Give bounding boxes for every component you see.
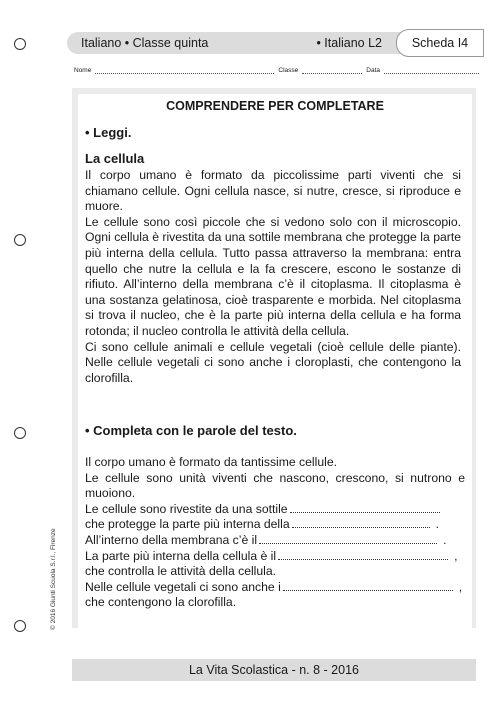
classe-field[interactable] <box>302 67 362 74</box>
reading-subtitle: La cellula <box>85 151 145 166</box>
subject-label: Italiano • Classe quinta <box>81 36 209 50</box>
scheda-badge <box>396 29 484 57</box>
exercise-line: che controlla le attività della cellula. <box>85 564 277 579</box>
exercise-line: Le cellule sono rivestite da una sottile <box>85 502 465 518</box>
binder-hole <box>14 620 26 632</box>
reading-paragraph: Il corpo umano è formato da piccolissime parti viventi che si chiamano cellule. Ogni cellula nasce, si nutre, cresce, si riproduce e muore. <box>85 168 461 214</box>
copyright-notice: © 2016 Giunti Scuola S.r.l., Firenze <box>50 528 57 630</box>
page-title: COMPRENDERE PER COMPLETARE <box>166 99 384 113</box>
reading-paragraph: Ci sono cellule animali e cellule vegetali (cioè cellule delle piante). Nelle cellule vegetali ci sono anche i cloroplasti, che contengono la clorofilla. <box>85 339 461 385</box>
leggi-instruction: • Leggi. <box>85 125 132 140</box>
exercise-line: che contengono la clorofilla. <box>85 595 237 610</box>
answer-blank[interactable] <box>292 517 430 528</box>
answer-blank[interactable] <box>290 502 440 513</box>
name-row <box>74 67 479 74</box>
course-label: • Italiano L2 <box>316 36 382 50</box>
reading-text <box>85 168 461 386</box>
scheda-label: Scheda I4 <box>411 36 469 50</box>
footer-bar <box>72 659 476 681</box>
binder-hole <box>14 427 26 439</box>
answer-blank[interactable] <box>283 580 453 591</box>
answer-blank[interactable] <box>278 549 448 560</box>
classe-label: Classe <box>278 67 299 74</box>
data-field[interactable] <box>384 67 479 74</box>
data-label: Data <box>366 67 380 74</box>
exercise-line: La parte più interna della cellula è il , <box>85 548 458 563</box>
exercise-intro: Il corpo umano è formato da tantissime cellule. <box>85 455 337 469</box>
exercise-line: che protegge la parte più interna della . <box>85 517 440 532</box>
binder-hole <box>14 234 26 246</box>
answer-blank[interactable] <box>259 533 437 544</box>
footer-label: La Vita Scolastica - n. 8 - 2016 <box>188 663 359 677</box>
exercise-intro: Le cellule sono unità viventi che nascono, crescono, si nutrono e muoiono. <box>85 470 465 501</box>
nome-label: Nome <box>74 67 92 74</box>
header-bar <box>67 32 482 54</box>
completa-instruction: • Completa con le parole del testo. <box>85 423 297 438</box>
reading-paragraph: Le cellule sono così piccole che si vedono solo con il microscopio. Ogni cellula è rivestita da una sottile membrana che protegge la parte più interna della cellula. Tutto passa attraverso la membrana: entra quello che nutre la cellula e la fa crescere, escono le sostanze di rifiuto. All’interno della membrana c’è il citoplasma. Il citoplasma è una sostanza gelatinosa, cioè trasparente e morbida. Nel citoplasma si trova il nucleo, che è la parte più interna della cellula e ha forma rotonda; il nucleo controlla le attività della cellula. <box>85 214 461 338</box>
nome-field[interactable] <box>95 67 274 74</box>
exercise-line: All’interno della membrana c’è il . <box>85 532 447 547</box>
exercise <box>85 455 465 611</box>
binder-hole <box>14 38 26 50</box>
exercise-line: Nelle cellule vegetali ci sono anche i , <box>85 579 463 594</box>
